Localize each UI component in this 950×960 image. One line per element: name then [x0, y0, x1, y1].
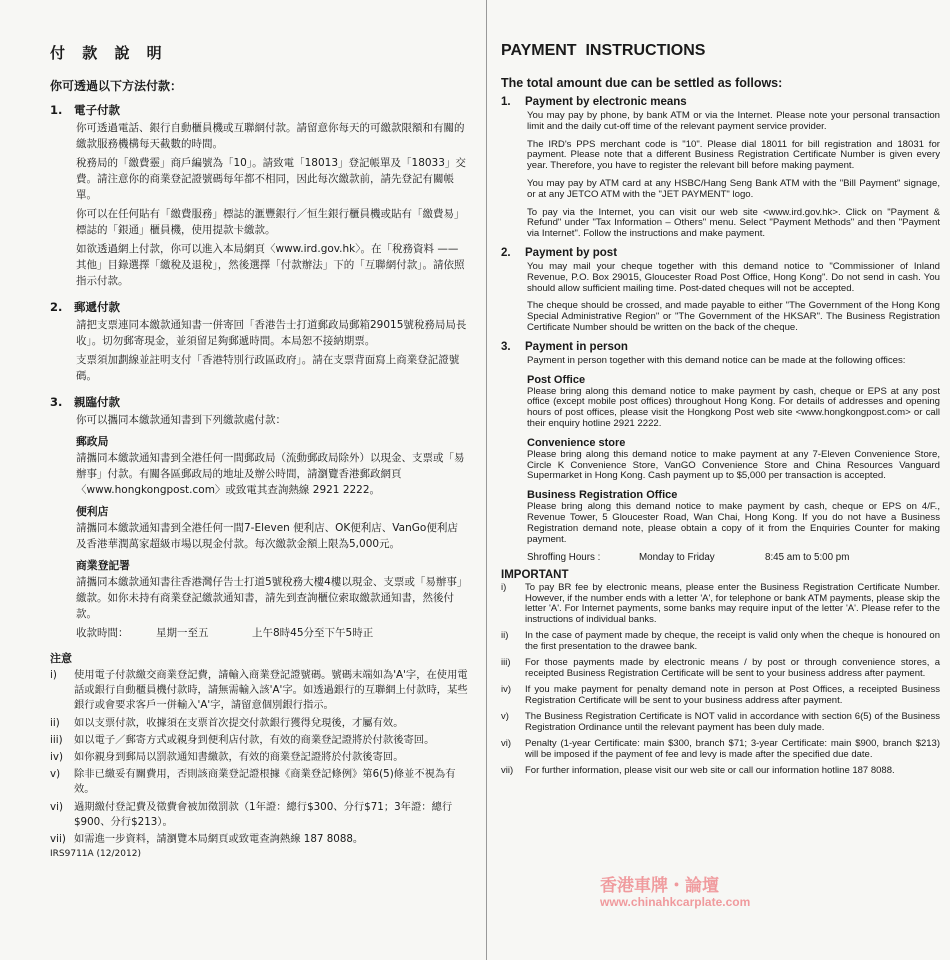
- section-in-person-en: [501, 341, 940, 564]
- paragraph: Please bring along this demand notice to make payment by cash, cheque or EPS on 4/F., Revenue Tower, 5 Gloucester Road, Wan Chai, Hong Kong. If you do not have a Business Registration demand note, please obtain a copy of it from the Enquiries Counter for making payment.: [527, 501, 940, 545]
- hours-time: 上午8時45分至下午5時正: [252, 627, 374, 639]
- watermark-url: www.chinahkcarplate.com: [600, 895, 751, 909]
- section-electronic-en: [501, 96, 940, 240]
- hours-label: Shroffing Hours :: [527, 552, 601, 564]
- section-heading: Payment in person: [525, 340, 628, 353]
- english-column: [486, 0, 950, 960]
- section-number: 2.: [501, 246, 511, 259]
- office-hours-zh: [76, 625, 468, 640]
- hours-label: 收款時間：: [76, 627, 129, 639]
- paragraph: Payment in person together with this demand notice can be made at the following offices:: [527, 354, 906, 366]
- form-code: IRS9711A (12/2012): [50, 849, 141, 860]
- note-item: ii) In the case of payment made by cheque, the receipt is valid only when the cheque is honoured on the first presentation to the drawee bank.: [501, 630, 940, 652]
- hours-days: Monday to Friday: [639, 552, 715, 564]
- intro-zh: 你可透過以下方法付款：: [50, 79, 183, 93]
- note-item: v) The Business Registration Certificate is NOT valid in accordance with section 6(5) of the Business Registration Ordinance until the relevant payment has been duly made.: [501, 711, 940, 733]
- paragraph: 請攜同本繳款通知書到全港任何一間7-Eleven 便利店、OK便利店、VanGo便利店及香港華潤萬家超級市場以現金付款。每次繳款金額上限為5,000元。: [76, 522, 458, 550]
- paragraph: Please bring along this demand notice to make payment at any 7-Eleven Convenience Store, Circle K Convenience Store, VanGO Convenience Store and China Resources Vanguard Supermarket in Hong Kong. Cash payment up to $5,000 per transaction is accepted.: [527, 448, 940, 482]
- section-number: 1.: [50, 103, 63, 117]
- note-item: vi) Penalty (1-year Certificate: main $300, branch $71; 3-year Certificate: main $900, branch $213) will be imposed if the payment of fee and levy is made after the specified due date.: [501, 738, 940, 760]
- notes-heading-en: IMPORTANT: [501, 569, 569, 582]
- note-item: iii) For those payments made by electronic means / by post or through convenience stores, a receipted Business Registration Certificate will be sent to your business address after payment.: [501, 657, 940, 679]
- paragraph: Please bring along this demand notice to make payment by cash, cheque or EPS at any post office (except mobile post offices) throughout Hong Kong. For details of addresses and opening hours of post offices, please visit the Hongkong Post web site <www.hongkongpost.com> or call their enquiry hotline 2921 2222.: [527, 385, 940, 429]
- section-electronic-zh: [50, 102, 468, 289]
- section-number: 3.: [501, 340, 511, 353]
- note-item: ii) 如以支票付款，收據須在支票首次提交付款銀行獲得兌現後，才屬有效。: [50, 716, 404, 729]
- sub-heading: Convenience store: [527, 436, 626, 449]
- section-heading: Payment by post: [525, 246, 618, 259]
- notes-list-zh: [50, 668, 468, 847]
- section-number: 2.: [50, 300, 63, 314]
- section-number: 3.: [50, 395, 63, 409]
- section-post-en: [501, 247, 940, 334]
- paragraph: The IRD's PPS merchant code is "10". Please dial 18011 for bill registration and 18031 for payment. Please note that a different Business Registration Certificate Number is given every year. Therefore, you have to register the relevant bill before making payment.: [527, 138, 940, 172]
- note-item: i) 使用電子付款繳交商業登記費，請輸入商業登記證號碼。號碼末端如為'A'字，在使用電話或銀行自動櫃員機付款時，請無需輸入該'A'字。如透過銀行的互聯網上付款時，某些銀行或會要求客戶一併輸入'A'字，請留意個別銀行指示。: [50, 669, 468, 712]
- paragraph: 支票須加劃線並註明支付「香港特別行政區政府」。請在支票背面寫上商業登記證號碼。: [76, 354, 460, 382]
- office-hours-en: [527, 552, 940, 563]
- note-item: vii) For further information, please visit our web site or call our information hotline 187 8088.: [501, 765, 895, 777]
- section-post-zh: [50, 299, 468, 384]
- note-item: vi) 過期繳付登記費及徵費會被加徵罰款（1年證：總行$300、分行$71；3年證：總行$900、分行$213）。: [50, 800, 453, 828]
- page-title-en: PAYMENT INSTRUCTIONS: [501, 42, 706, 59]
- hours-days: 星期一至五: [156, 627, 209, 639]
- sub-heading: 便利店: [76, 505, 109, 518]
- watermark-title: 香港車牌・論壇: [600, 876, 719, 895]
- sub-heading: Business Registration Office: [527, 489, 678, 502]
- note-item: iv) 如你親身到郵局以罰款通知書繳款，有效的商業登記證將於付款後寄回。: [50, 751, 404, 764]
- paragraph: You may pay by ATM card at any HSBC/Hang Seng Bank ATM with the "Bill Payment" signage, or at any JETCO ATM with the "JET PAYMENT" logo.: [527, 177, 940, 200]
- paragraph: The cheque should be crossed, and made payable to either "The Government of the Hong Kong Special Administrative Region" or "The Government of the HKSAR". The Business Registration Certificate Number should be written on the back of the cheque.: [527, 300, 940, 333]
- paragraph: 你可以在任何貼有「繳費服務」標誌的滙豐銀行／恒生銀行櫃員機或貼有「繳費易」標誌的「銀通」櫃員機，使用提款卡繳款。: [76, 208, 465, 236]
- notes-list-en: [501, 583, 940, 777]
- paragraph: 請攜同本繳款通知書往香港灣仔告士打道5號稅務大樓4樓以現金、支票或「易辦事」繳款。如你未持有商業登記繳款通知書，請先到查詢櫃位索取繳款通知書，然後付款。: [76, 576, 468, 620]
- section-heading: 郵遞付款: [74, 300, 120, 314]
- hours-time: 8:45 am to 5:00 pm: [765, 552, 850, 564]
- watermark: [600, 878, 750, 910]
- note-item: vii) 如需進一步資料，請瀏覽本局網頁或致電查詢熱線 187 8088。: [50, 833, 364, 846]
- paragraph: 請把支票連同本繳款通知書一併寄回「香港告士打道郵政局郵箱29015號稅務局局長收」。切勿郵寄現金，並須留足夠郵遞時間。本局恕不接納期票。: [76, 319, 467, 347]
- section-heading: Payment by electronic means: [525, 96, 687, 108]
- notes-heading-zh: 注意: [50, 652, 72, 665]
- sub-heading: 商業登記署: [76, 559, 130, 572]
- sub-heading: 郵政局: [76, 435, 109, 448]
- note-item: v) 除非已繳妥有關費用，否則該商業登記證根據《商業登記條例》第6(5)條並不視為有效。: [50, 768, 456, 796]
- note-item: iii) 如以電子／郵寄方式或親身到便利店付款，有效的商業登記證將於付款後寄回。: [50, 733, 435, 746]
- page-title-zh: 付 款 說 明: [50, 44, 168, 62]
- section-heading: 電子付款: [74, 103, 120, 117]
- paragraph: 如欲透過網上付款，你可以進入本局網頁〈www.ird.gov.hk〉。在「稅務資料 —— 其他」目錄選擇「繳稅及退稅」，然後選擇「付款辦法」下的「互聯網付款」。請依照指示付款。: [76, 243, 465, 287]
- section-number: 1.: [501, 96, 511, 108]
- paragraph: 稅務局的「繳費靈」商戶編號為「10」。請致電「18013」登記帳單及「18033」交費。請注意你的商業登記證號碼每年都不相同，因此每次繳款前，請先登記有關帳單。: [76, 157, 466, 201]
- paragraph: 請攜同本繳款通知書到全港任何一間郵政局（流動郵政局除外）以現金、支票或「易辦事」付款。有關各區郵政局的地址及辦公時間，請瀏覽香港郵政網頁〈www.hongkongpost.com〉或致電其查詢熱線 2921 2222。: [76, 452, 465, 496]
- section-heading: 親臨付款: [74, 395, 120, 409]
- paragraph: You may pay by phone, by bank ATM or via the Internet. Please note your personal transaction limit and the daily cut-off time of the relevant payment service provider.: [527, 110, 940, 132]
- paragraph: You may mail your cheque together with this demand notice to "Commissioner of Inland Revenue, P.O. Box 29015, Gloucester Road Post Office, Hong Kong". Do not send in cash. You should allow sufficient mailing time. Post-dated cheques will not be accepted.: [527, 260, 940, 294]
- paragraph: 你可透過電話、銀行自動櫃員機或互聯網付款。請留意你每天的可繳款限額和有關的繳款服務機構每天截數的時間。: [76, 122, 465, 150]
- note-item: i) To pay BR fee by electronic means, please enter the Business Registration Certificate Number. However, if the number ends with a letter 'A', for telephone or bank ATM payments, please skip the letter 'A'. For Internet payments, some banks may require input of the letter 'A'. Please refer to the instructions of individual banks.: [501, 582, 940, 625]
- section-in-person-zh: [50, 394, 468, 640]
- paragraph: To pay via the Internet, you can visit our web site <www.ird.gov.hk>. Click on "Payment & Refund" under "Tax Information – Others" menu. Select "Payment Methods" and then "Payment via Internet". Follow the instructions and make payment.: [527, 206, 940, 240]
- sub-heading: Post Office: [527, 373, 586, 386]
- note-item: iv) If you make payment for penalty demand note in person at Post Offices, a receipted Business Registration Certificate will be sent to your business address after payment.: [501, 684, 940, 706]
- intro-en: The total amount due can be settled as follows:: [501, 76, 783, 90]
- paragraph: 你可以攜同本繳款通知書到下列繳款處付款：: [76, 414, 286, 426]
